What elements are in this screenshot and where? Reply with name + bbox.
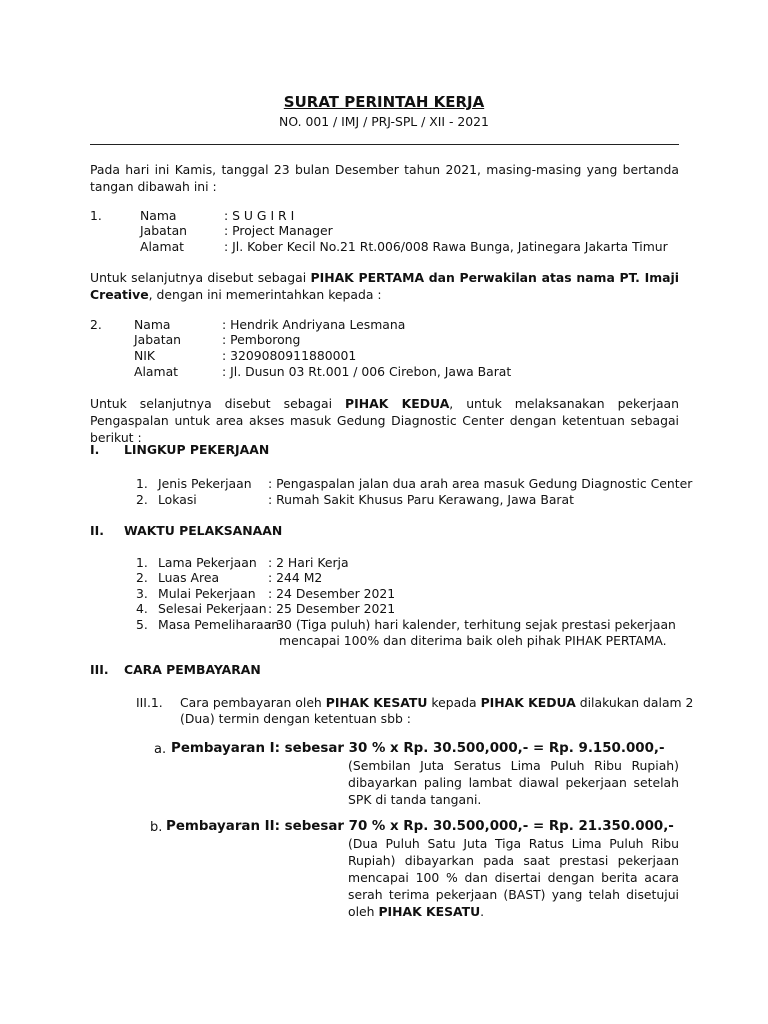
section1-number: I. <box>90 442 100 457</box>
section2-item1-label: Lama Pekerjaan <box>158 555 257 570</box>
party2-desc-bold: PIHAK KEDUA <box>345 396 450 411</box>
section2-item5-continuation: mencapai 100% dan diterima baik oleh pihak PIHAK PERTAMA. <box>279 633 667 648</box>
sub-line1-text-e: dilakukan dalam 2 <box>575 695 694 710</box>
sub-line1-text-c: kepada <box>427 695 481 710</box>
section1-item1-label: Jenis Pekerjaan <box>158 476 252 491</box>
payment-b-desc-end: . <box>480 904 485 919</box>
section2-item1-value: : 2 Hari Kerja <box>268 555 349 570</box>
section2-item4-value: : 25 Desember 2021 <box>268 601 396 616</box>
party2-number: 2. <box>90 317 102 332</box>
section3-number: III. <box>90 662 109 677</box>
party1-desc-tail: , dengan ini memerintahkan kepada : <box>148 287 382 302</box>
section3-sub-number: III.1. <box>136 695 163 710</box>
party2-position-label: Jabatan <box>134 332 182 347</box>
section1-item2-value: : Rumah Sakit Khusus Paru Kerawang, Jawa Barat <box>268 492 574 507</box>
party1-name-label: Nama <box>140 208 177 223</box>
party2-description <box>90 395 679 446</box>
section2-title: WAKTU PELAKSANAAN <box>124 523 283 538</box>
payment-b-description <box>348 835 679 920</box>
section1-title: LINGKUP PEKERJAAN <box>124 442 270 457</box>
sub-line1-party1: PIHAK KESATU <box>325 695 428 710</box>
document-title: SURAT PERINTAH KERJA <box>283 93 485 111</box>
section2-item3-number: 3. <box>136 586 148 601</box>
sub-line1-text-a: Cara pembayaran oleh <box>180 695 326 710</box>
party2-address-label: Alamat <box>134 364 179 379</box>
payment-b-desc-party: PIHAK KESATU <box>378 904 481 919</box>
section2-item2-number: 2. <box>136 570 148 585</box>
payment-b-label: b. <box>150 820 163 835</box>
section2-item4-number: 4. <box>136 601 148 616</box>
party1-number: 1. <box>90 208 102 223</box>
document-number: NO. 001 / IMJ / PRJ-SPL / XII - 2021 <box>279 114 489 129</box>
party2-name-label: Nama <box>134 317 171 332</box>
section2-item4-label: Selesai Pekerjaan <box>158 601 267 616</box>
party2-nik-label: NIK <box>134 348 156 363</box>
section3-title: CARA PEMBAYARAN <box>124 662 261 677</box>
section1-item2-label: Lokasi <box>158 492 197 507</box>
party1-description <box>90 269 679 303</box>
party1-position-label: Jabatan <box>140 223 188 238</box>
section1-item1-value: : Pengaspalan jalan dua arah area masuk Gedung Diagnostic Center <box>268 476 693 491</box>
party2-desc-tail: , untuk melaksanakan pekerjaan Pengaspalan untuk area akses masuk Gedung Diagnostic Center dengan ketentuan sebagai berikut : <box>90 396 679 445</box>
section2-item5-number: 5. <box>136 617 148 632</box>
party1-address-value: : Jl. Kober Kecil No.21 Rt.006/008 Rawa Bunga, Jatinegara Jakarta Timur <box>224 239 668 254</box>
section2-item3-value: : 24 Desember 2021 <box>268 586 396 601</box>
section1-item1-number: 1. <box>136 476 148 491</box>
section2-item2-label: Luas Area <box>158 570 220 585</box>
party1-desc-text: Untuk selanjutnya disebut sebagai <box>90 270 311 285</box>
header-divider <box>90 144 679 145</box>
party2-name-value: : Hendrik Andriyana Lesmana <box>222 317 406 332</box>
party1-address-label: Alamat <box>140 239 185 254</box>
payment-a-label: a. <box>154 742 167 757</box>
payment-b-desc-text: (Dua Puluh Satu Juta Tiga Ratus Lima Puluh Ribu Rupiah) dibayarkan pada saat prestasi pekerjaan mencapai 100 % dan disertai dengan berita acara serah terima pekerjaan (BAST) yang telah disetujui oleh <box>348 836 679 919</box>
party1-name-value: : S U G I R I <box>224 208 295 223</box>
party1-position-value: : Project Manager <box>224 223 333 238</box>
sub-line1-party2: PIHAK KEDUA <box>480 695 576 710</box>
section3-sub-line1 <box>180 695 693 710</box>
payment-a-heading: Pembayaran I: sebesar 30 % x Rp. 30.500,000,- = Rp. 9.150.000,- <box>171 741 665 756</box>
section2-item3-label: Mulai Pekerjaan <box>158 586 256 601</box>
party2-position-value: : Pemborong <box>222 332 301 347</box>
section2-item5-value: : 30 (Tiga puluh) hari kalender, terhitung sejak prestasi pekerjaan <box>268 617 676 632</box>
party2-desc-text: Untuk selanjutnya disebut sebagai <box>90 396 346 411</box>
payment-a-description: (Sembilan Juta Seratus Lima Puluh Ribu Rupiah) dibayarkan paling lambat diawal pekerjaan setelah SPK di tanda tangani. <box>348 758 679 807</box>
section1-item2-number: 2. <box>136 492 148 507</box>
party2-address-value: : Jl. Dusun 03 Rt.001 / 006 Cirebon, Jawa Barat <box>222 364 512 379</box>
section3-sub-line2: (Dua) termin dengan ketentuan sbb : <box>180 711 411 726</box>
section2-item2-value: : 244 M2 <box>268 570 323 585</box>
section2-item5-label: Masa Pemeliharaan <box>158 617 280 632</box>
section2-number: II. <box>90 523 104 538</box>
payment-b-heading: Pembayaran II: sebesar 70 % x Rp. 30.500,000,- = Rp. 21.350.000,- <box>166 819 674 834</box>
party1-desc-bold: PIHAK PERTAMA dan Perwakilan atas nama PT. Imaji Creative <box>90 270 679 302</box>
party2-nik-value: : 3209080911880001 <box>222 348 357 363</box>
intro-paragraph: Pada hari ini Kamis, tanggal 23 bulan Desember tahun 2021, masing-masing yang bertanda tangan dibawah ini : <box>90 162 679 194</box>
section2-item1-number: 1. <box>136 555 148 570</box>
